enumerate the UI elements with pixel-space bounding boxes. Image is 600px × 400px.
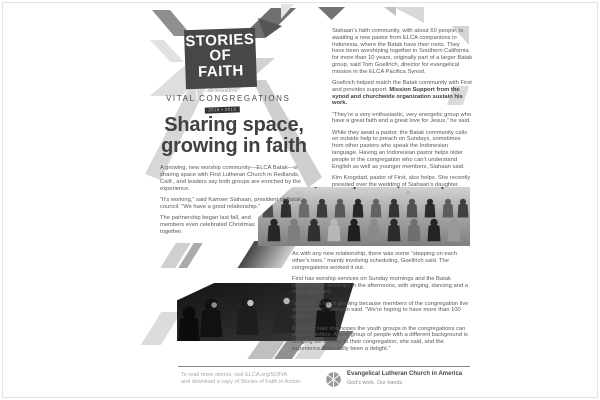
section-kicker: VITAL CONGREGATIONS bbox=[166, 94, 291, 103]
article-title bbox=[158, 115, 310, 157]
article-title-line1: Sharing space, bbox=[164, 114, 304, 136]
body-paragraph: First has worship services on Sunday mornings and the Batak congregation worships in the afternoons, with singing, dancing and a meal afterward. bbox=[292, 275, 468, 296]
body-paragraph: The partnership began last fall, and members even celebrated Christmas together. bbox=[160, 215, 255, 235]
logo-line-in-action: IN ACTION bbox=[196, 88, 246, 99]
article-title-line2: growing in faith bbox=[161, 135, 307, 158]
footer-note bbox=[181, 372, 331, 387]
footer-note-line1: To read more stories, visit ELCA.org/SOFIA bbox=[181, 372, 288, 378]
chevron-shape bbox=[141, 312, 182, 345]
body-paragraph: A growing, new worship community—ELCA Batak—is sharing space with First Lutheran Church in Redlands, Calif., and leaders say both groups are enriched by the experience. bbox=[160, 165, 301, 192]
body-paragraph: Siahaan’s faith community, with about 60 people, is awaiting a new pastor from ELCA companions in Indonesia, where the Batak have their roots. They have been worshiping together in Southern California for more than 10 years, originally part of a larger Batak group, said Tom Goellrich, director for evangelical mission in the ELCA Pacifica Synod. bbox=[332, 28, 473, 75]
footer-note-line2: and download a copy of Stories of Faith in Action. bbox=[181, 379, 302, 386]
triangle-shape bbox=[150, 40, 184, 62]
body-paragraph: “They’re a very enthusiastic, very energetic group who have a great faith and a great love for Jesus,” he said. bbox=[332, 111, 472, 125]
elca-org-name: Evangelical Lutheran Church in America bbox=[347, 371, 463, 377]
body-paragraph: Kim Krogstad, pastor of First, also helps. She recently presided over the wedding of Siahaan’s daughter. bbox=[332, 174, 471, 188]
footer-divider bbox=[178, 366, 470, 367]
body-paragraph: As with any new relationship, there was some “stepping on each other’s toes,” mainly involving scheduling, Goellrich said. The congregations worked it out. bbox=[292, 251, 457, 271]
logo-line-stories: STORIES bbox=[185, 30, 255, 51]
elca-lockup bbox=[325, 371, 462, 388]
elca-tagline: God’s work. Our hands. bbox=[347, 379, 404, 386]
body-paragraph: Krogstad said she hopes the youth groups in the congregations can share activities. A new group of people with a different background is bringing life and joy to their congregation, she said, and the experience “has really been a delight.” bbox=[292, 325, 468, 352]
triangle-shape bbox=[394, 7, 424, 23]
triangle-shape bbox=[318, 7, 345, 20]
body-paragraph-mission-support bbox=[332, 80, 473, 107]
support-text-bold: Mission Support from the synod and churchwide organization sustain his work. bbox=[332, 86, 463, 107]
logo-line-of-faith: OF FAITH bbox=[197, 46, 245, 81]
body-paragraph: While they await a pastor, the Batak community calls on outside help to preach on Sundays, sometimes from other pastors who speak the Indonesian language. Having an Indonesian pastor helps older people in the congregation who can’t understand English as well as younger members, Siahaan said. bbox=[332, 129, 467, 170]
logo-years-badge: 2018 • 2019 bbox=[204, 106, 240, 113]
elca-emblem-icon bbox=[325, 371, 342, 388]
support-text: Goellrich helped match the Batak community with First and provides support. bbox=[332, 79, 472, 93]
body-paragraph: “It’s working,” said Kamser Siahaan, president of Batak’s council. “We have a good relationship.” bbox=[160, 197, 306, 210]
body-paragraph: “We have a lot of growing because members of the congregation live around here,” Siahaan said. “We’re hoping to have more than 100 people.” bbox=[292, 300, 469, 321]
triangle-shape bbox=[384, 7, 396, 16]
